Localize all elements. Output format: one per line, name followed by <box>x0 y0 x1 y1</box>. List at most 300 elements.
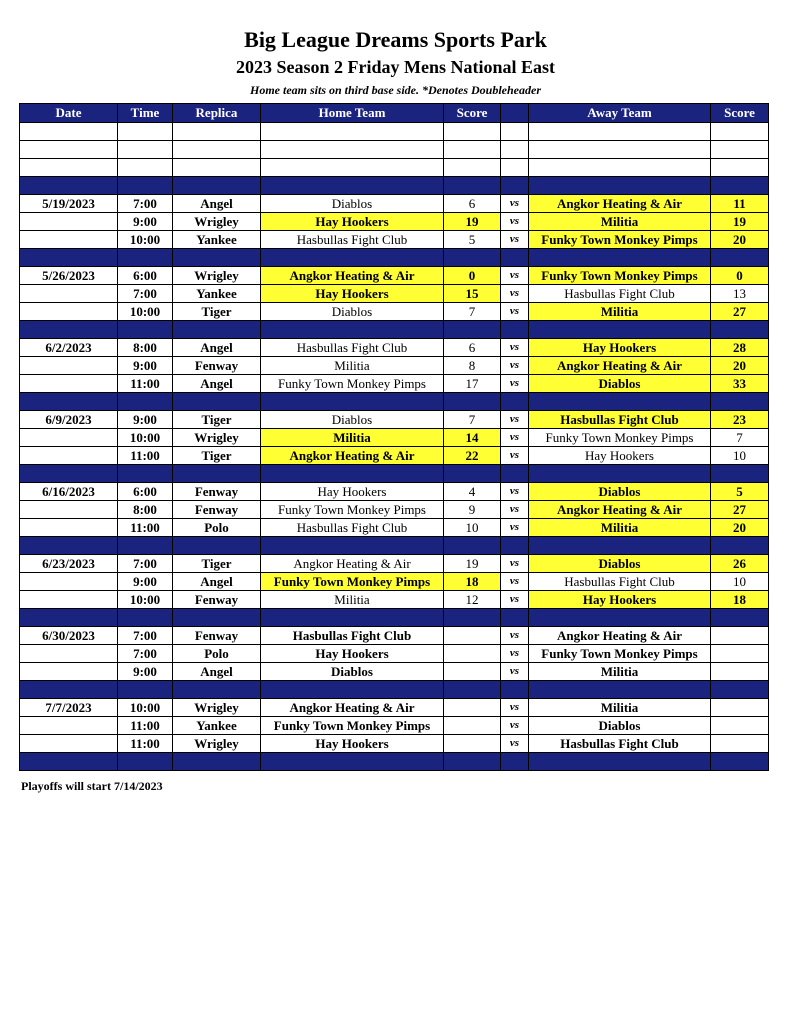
time-cell: 11:00 <box>118 375 173 393</box>
away-score-cell: 5 <box>711 483 769 501</box>
home-score-cell: 17 <box>444 375 501 393</box>
time-cell: 7:00 <box>118 285 173 303</box>
empty-cell <box>20 159 118 177</box>
home-score-cell: 4 <box>444 483 501 501</box>
vs-label: vs <box>501 447 529 465</box>
separator-cell <box>20 681 118 699</box>
page-title: Big League Dreams Sports Park <box>244 27 547 52</box>
separator-cell <box>529 177 711 195</box>
separator-cell <box>118 249 173 267</box>
away-score-cell: 28 <box>711 339 769 357</box>
replica-field-cell: Fenway <box>173 357 261 375</box>
game-row <box>20 519 769 537</box>
away-team-cell: Militia <box>529 663 711 681</box>
date-cell <box>20 519 118 537</box>
page-subtitle: 2023 Season 2 Friday Mens National East <box>235 57 556 77</box>
separator-cell <box>261 321 444 339</box>
home-team-cell: Hasbullas Fight Club <box>261 231 444 249</box>
vs-label: vs <box>501 285 529 303</box>
separator-cell <box>173 753 261 771</box>
away-score-cell: 20 <box>711 357 769 375</box>
away-score-cell: 26 <box>711 555 769 573</box>
away-team-cell: Diablos <box>529 375 711 393</box>
empty-cell <box>20 141 118 159</box>
schedule-body <box>20 123 769 771</box>
home-team-cell: Hay Hookers <box>261 735 444 753</box>
home-score-cell: 19 <box>444 555 501 573</box>
away-score-cell: 10 <box>711 573 769 591</box>
separator-cell <box>444 609 501 627</box>
replica-field-cell: Fenway <box>173 591 261 609</box>
separator-cell <box>529 609 711 627</box>
separator-cell <box>501 681 529 699</box>
separator-cell <box>118 177 173 195</box>
empty-cell <box>444 159 501 177</box>
replica-field-cell: Fenway <box>173 483 261 501</box>
date-cell: 6/16/2023 <box>20 483 118 501</box>
game-row <box>20 591 769 609</box>
home-team-cell: Diablos <box>261 663 444 681</box>
away-score-cell: 27 <box>711 303 769 321</box>
week-separator <box>20 465 769 483</box>
replica-field-cell: Tiger <box>173 447 261 465</box>
home-score-cell: 22 <box>444 447 501 465</box>
empty-cell <box>501 123 529 141</box>
away-team-cell: Hasbullas Fight Club <box>529 411 711 429</box>
game-row <box>20 555 769 573</box>
separator-cell <box>20 465 118 483</box>
replica-field-cell: Tiger <box>173 555 261 573</box>
away-score-cell: 33 <box>711 375 769 393</box>
week-separator <box>20 177 769 195</box>
week-separator <box>20 609 769 627</box>
separator-cell <box>529 393 711 411</box>
empty-cell <box>173 123 261 141</box>
separator-cell <box>529 321 711 339</box>
header-row <box>20 104 769 123</box>
home-team-cell: Angkor Heating & Air <box>261 699 444 717</box>
home-score-cell: 19 <box>444 213 501 231</box>
col-header-replica: Replica <box>173 104 261 123</box>
date-cell: 5/26/2023 <box>20 267 118 285</box>
separator-cell <box>20 753 118 771</box>
away-team-cell: Angkor Heating & Air <box>529 195 711 213</box>
separator-cell <box>20 321 118 339</box>
week-separator <box>20 249 769 267</box>
home-team-cell: Funky Town Monkey Pimps <box>261 501 444 519</box>
date-cell: 6/9/2023 <box>20 411 118 429</box>
empty-cell <box>529 141 711 159</box>
empty-cell <box>118 123 173 141</box>
home-team-cell: Hay Hookers <box>261 483 444 501</box>
separator-cell <box>529 249 711 267</box>
empty-cell <box>529 159 711 177</box>
separator-cell <box>261 537 444 555</box>
home-score-cell: 10 <box>444 519 501 537</box>
separator-cell <box>118 465 173 483</box>
home-score-cell: 15 <box>444 285 501 303</box>
away-team-cell: Angkor Heating & Air <box>529 627 711 645</box>
empty-cell <box>711 141 769 159</box>
separator-cell <box>173 249 261 267</box>
col-header-home-team: Home Team <box>261 104 444 123</box>
home-score-cell: 0 <box>444 267 501 285</box>
game-row <box>20 573 769 591</box>
time-cell: 9:00 <box>118 411 173 429</box>
replica-field-cell: Tiger <box>173 303 261 321</box>
time-cell: 9:00 <box>118 357 173 375</box>
date-cell <box>20 501 118 519</box>
col-header-home-score: Score <box>444 104 501 123</box>
game-row <box>20 645 769 663</box>
col-header-away-team: Away Team <box>529 104 711 123</box>
empty-cell <box>261 141 444 159</box>
vs-label: vs <box>501 501 529 519</box>
away-team-cell: Militia <box>529 519 711 537</box>
separator-cell <box>444 465 501 483</box>
home-team-cell: Funky Town Monkey Pimps <box>261 573 444 591</box>
empty-cell <box>711 123 769 141</box>
separator-cell <box>20 393 118 411</box>
home-team-cell: Hasbullas Fight Club <box>261 627 444 645</box>
time-cell: 11:00 <box>118 447 173 465</box>
vs-label: vs <box>501 573 529 591</box>
separator-cell <box>444 537 501 555</box>
away-team-cell: Funky Town Monkey Pimps <box>529 645 711 663</box>
empty-cell <box>444 141 501 159</box>
separator-cell <box>20 249 118 267</box>
date-cell: 7/7/2023 <box>20 699 118 717</box>
separator-cell <box>711 393 769 411</box>
game-row <box>20 375 769 393</box>
game-row <box>20 627 769 645</box>
away-score-cell <box>711 699 769 717</box>
replica-field-cell: Wrigley <box>173 735 261 753</box>
separator-cell <box>444 753 501 771</box>
home-team-cell: Angkor Heating & Air <box>261 555 444 573</box>
away-score-cell <box>711 717 769 735</box>
week-separator <box>20 537 769 555</box>
replica-field-cell: Wrigley <box>173 213 261 231</box>
separator-cell <box>529 681 711 699</box>
home-score-cell <box>444 735 501 753</box>
separator-cell <box>501 465 529 483</box>
home-team-cell: Angkor Heating & Air <box>261 447 444 465</box>
date-cell: 6/30/2023 <box>20 627 118 645</box>
home-score-cell: 9 <box>444 501 501 519</box>
game-row <box>20 339 769 357</box>
away-team-cell: Hay Hookers <box>529 447 711 465</box>
game-row <box>20 735 769 753</box>
empty-row <box>20 141 769 159</box>
empty-cell <box>501 159 529 177</box>
vs-label: vs <box>501 231 529 249</box>
away-score-cell: 7 <box>711 429 769 447</box>
away-team-cell: Hay Hookers <box>529 339 711 357</box>
empty-cell <box>529 123 711 141</box>
separator-cell <box>711 465 769 483</box>
vs-label: vs <box>501 483 529 501</box>
separator-cell <box>501 753 529 771</box>
separator-cell <box>173 609 261 627</box>
separator-cell <box>173 537 261 555</box>
schedule-table <box>19 103 769 771</box>
vs-label: vs <box>501 699 529 717</box>
home-score-cell: 5 <box>444 231 501 249</box>
home-score-cell: 8 <box>444 357 501 375</box>
home-score-cell <box>444 645 501 663</box>
home-score-cell: 14 <box>444 429 501 447</box>
away-team-cell: Angkor Heating & Air <box>529 501 711 519</box>
separator-cell <box>261 177 444 195</box>
separator-cell <box>261 465 444 483</box>
separator-cell <box>261 681 444 699</box>
away-team-cell: Funky Town Monkey Pimps <box>529 267 711 285</box>
time-cell: 10:00 <box>118 699 173 717</box>
game-row <box>20 411 769 429</box>
away-score-cell: 20 <box>711 519 769 537</box>
home-score-cell: 18 <box>444 573 501 591</box>
home-team-cell: Hasbullas Fight Club <box>261 519 444 537</box>
vs-label: vs <box>501 411 529 429</box>
away-score-cell: 18 <box>711 591 769 609</box>
replica-field-cell: Yankee <box>173 285 261 303</box>
away-team-cell: Hasbullas Fight Club <box>529 573 711 591</box>
time-cell: 7:00 <box>118 627 173 645</box>
separator-cell <box>711 681 769 699</box>
game-row <box>20 285 769 303</box>
separator-cell <box>711 609 769 627</box>
home-score-cell <box>444 627 501 645</box>
game-row <box>20 213 769 231</box>
date-cell <box>20 717 118 735</box>
separator-cell <box>444 681 501 699</box>
separator-cell <box>501 609 529 627</box>
vs-label: vs <box>501 555 529 573</box>
vs-label: vs <box>501 717 529 735</box>
separator-cell <box>118 681 173 699</box>
separator-cell <box>261 609 444 627</box>
time-cell: 11:00 <box>118 717 173 735</box>
away-score-cell: 20 <box>711 231 769 249</box>
vs-label: vs <box>501 195 529 213</box>
time-cell: 7:00 <box>118 555 173 573</box>
replica-field-cell: Angel <box>173 663 261 681</box>
vs-label: vs <box>501 429 529 447</box>
vs-label: vs <box>501 519 529 537</box>
separator-cell <box>711 753 769 771</box>
separator-cell <box>261 393 444 411</box>
playoffs-note: Playoffs will start 7/14/2023 <box>21 779 163 793</box>
vs-label: vs <box>501 213 529 231</box>
home-team-cell: Militia <box>261 591 444 609</box>
replica-field-cell: Tiger <box>173 411 261 429</box>
empty-cell <box>501 141 529 159</box>
time-cell: 8:00 <box>118 339 173 357</box>
date-cell: 5/19/2023 <box>20 195 118 213</box>
replica-field-cell: Fenway <box>173 501 261 519</box>
separator-cell <box>501 537 529 555</box>
date-cell <box>20 645 118 663</box>
date-cell <box>20 429 118 447</box>
away-score-cell <box>711 627 769 645</box>
game-row <box>20 303 769 321</box>
home-team-cell: Militia <box>261 357 444 375</box>
replica-field-cell: Yankee <box>173 231 261 249</box>
separator-cell <box>711 537 769 555</box>
home-team-cell: Hay Hookers <box>261 213 444 231</box>
separator-cell <box>501 321 529 339</box>
empty-cell <box>711 159 769 177</box>
replica-field-cell: Yankee <box>173 717 261 735</box>
home-score-cell <box>444 663 501 681</box>
time-cell: 6:00 <box>118 483 173 501</box>
time-cell: 10:00 <box>118 429 173 447</box>
replica-field-cell: Polo <box>173 519 261 537</box>
vs-label: vs <box>501 735 529 753</box>
date-cell <box>20 285 118 303</box>
away-score-cell: 23 <box>711 411 769 429</box>
separator-cell <box>118 537 173 555</box>
away-team-cell: Diablos <box>529 483 711 501</box>
time-cell: 10:00 <box>118 231 173 249</box>
home-team-cell: Diablos <box>261 195 444 213</box>
date-cell <box>20 663 118 681</box>
time-cell: 9:00 <box>118 213 173 231</box>
time-cell: 10:00 <box>118 591 173 609</box>
away-team-cell: Angkor Heating & Air <box>529 357 711 375</box>
week-separator <box>20 753 769 771</box>
game-row <box>20 699 769 717</box>
empty-cell <box>261 159 444 177</box>
away-team-cell: Hasbullas Fight Club <box>529 735 711 753</box>
replica-field-cell: Wrigley <box>173 699 261 717</box>
away-team-cell: Militia <box>529 303 711 321</box>
time-cell: 6:00 <box>118 267 173 285</box>
home-score-cell: 6 <box>444 195 501 213</box>
separator-cell <box>529 465 711 483</box>
empty-cell <box>173 141 261 159</box>
date-cell <box>20 591 118 609</box>
home-team-cell: Diablos <box>261 303 444 321</box>
replica-field-cell: Wrigley <box>173 267 261 285</box>
date-cell <box>20 303 118 321</box>
empty-row <box>20 159 769 177</box>
empty-cell <box>118 141 173 159</box>
away-team-cell: Militia <box>529 213 711 231</box>
date-cell <box>20 213 118 231</box>
empty-cell <box>20 123 118 141</box>
col-header-away-score: Score <box>711 104 769 123</box>
separator-cell <box>444 249 501 267</box>
empty-cell <box>118 159 173 177</box>
separator-cell <box>118 753 173 771</box>
game-row <box>20 447 769 465</box>
home-score-cell: 7 <box>444 303 501 321</box>
vs-label: vs <box>501 663 529 681</box>
separator-cell <box>444 393 501 411</box>
separator-cell <box>118 393 173 411</box>
col-header-time: Time <box>118 104 173 123</box>
separator-cell <box>118 609 173 627</box>
game-row <box>20 429 769 447</box>
separator-cell <box>173 681 261 699</box>
time-cell: 8:00 <box>118 501 173 519</box>
vs-label: vs <box>501 645 529 663</box>
home-score-cell <box>444 699 501 717</box>
game-row <box>20 483 769 501</box>
separator-cell <box>20 537 118 555</box>
separator-cell <box>529 537 711 555</box>
separator-cell <box>261 753 444 771</box>
date-cell <box>20 447 118 465</box>
separator-cell <box>501 393 529 411</box>
week-separator <box>20 681 769 699</box>
home-team-cell: Funky Town Monkey Pimps <box>261 375 444 393</box>
date-cell <box>20 231 118 249</box>
date-cell <box>20 573 118 591</box>
replica-field-cell: Angel <box>173 339 261 357</box>
home-team-cell: Angkor Heating & Air <box>261 267 444 285</box>
separator-cell <box>711 249 769 267</box>
separator-cell <box>261 249 444 267</box>
replica-field-cell: Angel <box>173 375 261 393</box>
time-cell: 11:00 <box>118 735 173 753</box>
away-team-cell: Hay Hookers <box>529 591 711 609</box>
game-row <box>20 195 769 213</box>
vs-label: vs <box>501 339 529 357</box>
game-row <box>20 717 769 735</box>
home-team-cell: Hasbullas Fight Club <box>261 339 444 357</box>
separator-cell <box>173 177 261 195</box>
replica-field-cell: Angel <box>173 195 261 213</box>
vs-label: vs <box>501 591 529 609</box>
away-score-cell: 27 <box>711 501 769 519</box>
col-header-vs <box>501 104 529 123</box>
replica-field-cell: Angel <box>173 573 261 591</box>
home-score-cell: 12 <box>444 591 501 609</box>
vs-label: vs <box>501 627 529 645</box>
home-team-cell: Hay Hookers <box>261 285 444 303</box>
game-row <box>20 501 769 519</box>
vs-label: vs <box>501 303 529 321</box>
away-team-cell: Hasbullas Fight Club <box>529 285 711 303</box>
away-score-cell: 13 <box>711 285 769 303</box>
time-cell: 7:00 <box>118 645 173 663</box>
time-cell: 10:00 <box>118 303 173 321</box>
away-team-cell: Militia <box>529 699 711 717</box>
home-team-cell: Hay Hookers <box>261 645 444 663</box>
separator-cell <box>173 321 261 339</box>
game-row <box>20 663 769 681</box>
empty-cell <box>261 123 444 141</box>
separator-cell <box>444 177 501 195</box>
date-cell <box>20 357 118 375</box>
replica-field-cell: Wrigley <box>173 429 261 447</box>
separator-cell <box>501 177 529 195</box>
vs-label: vs <box>501 267 529 285</box>
home-score-cell: 6 <box>444 339 501 357</box>
page-note: Home team sits on third base side. *Denotes Doubleheader <box>250 83 541 97</box>
away-team-cell: Diablos <box>529 717 711 735</box>
game-row <box>20 357 769 375</box>
separator-cell <box>711 177 769 195</box>
home-score-cell: 7 <box>444 411 501 429</box>
empty-cell <box>444 123 501 141</box>
home-score-cell <box>444 717 501 735</box>
game-row <box>20 231 769 249</box>
separator-cell <box>173 393 261 411</box>
